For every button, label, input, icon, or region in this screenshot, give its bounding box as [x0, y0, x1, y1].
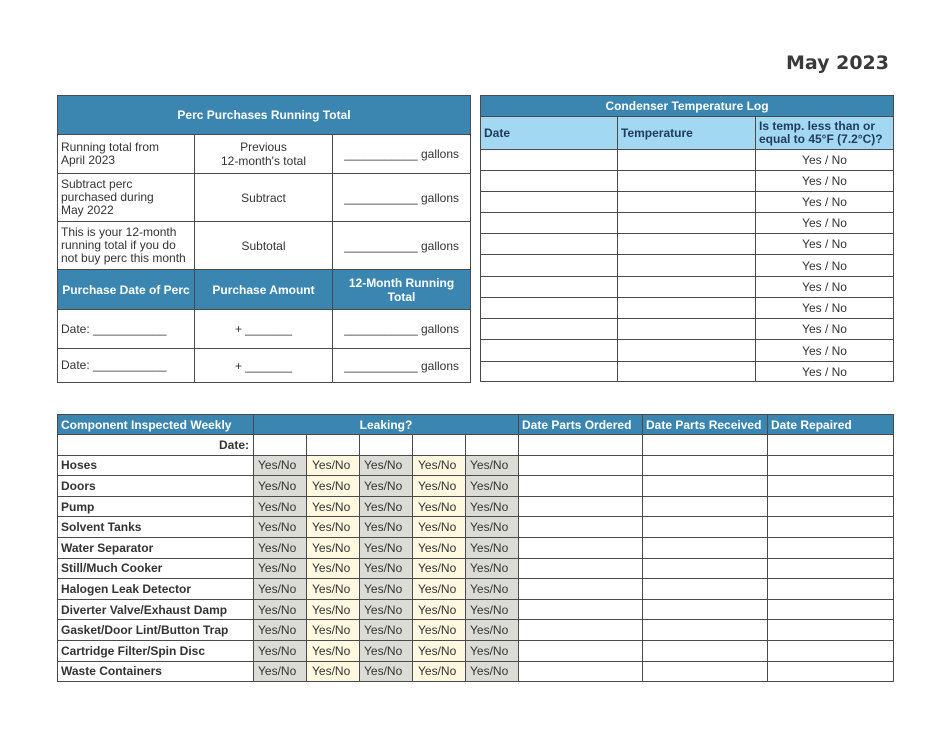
date-repaired-cell[interactable] — [768, 517, 894, 538]
col-header-purchase-amount: Purchase Amount — [195, 270, 333, 310]
col-header-parts-received: Date Parts Received — [643, 415, 768, 435]
leak-check-option[interactable]: Yes/No — [413, 558, 466, 579]
component-name: Diverter Valve/Exhaust Damp — [58, 599, 254, 620]
parts-received-cell[interactable] — [643, 599, 768, 620]
leak-check-option[interactable]: Yes/No — [254, 455, 307, 476]
log-temperature-cell[interactable] — [618, 362, 756, 382]
blank-cell — [643, 435, 768, 456]
leak-check-option[interactable]: Yes/No — [360, 517, 413, 538]
inspection-date-cell[interactable] — [307, 435, 360, 456]
leak-check-option[interactable]: Yes/No — [466, 455, 519, 476]
perc-row-desc: Subtract perc purchased during May 2022 — [58, 174, 195, 222]
date-row-label: Date: — [58, 435, 254, 456]
blank-cell — [519, 435, 643, 456]
condenser-table-title: Condenser Temperature Log — [481, 96, 894, 117]
leak-check-option[interactable]: Yes/No — [413, 599, 466, 620]
leak-check-option[interactable]: Yes/No — [466, 640, 519, 661]
yes-no-option[interactable]: Yes / No — [756, 340, 894, 362]
leak-check-option[interactable]: Yes/No — [413, 579, 466, 600]
leak-check-option[interactable]: Yes/No — [254, 599, 307, 620]
col-header-date: Date — [481, 117, 618, 150]
leak-check-option[interactable]: Yes/No — [307, 620, 360, 641]
leak-check-option[interactable]: Yes/No — [254, 579, 307, 600]
leak-check-option[interactable]: Yes/No — [413, 661, 466, 682]
log-date-cell[interactable] — [481, 319, 618, 340]
perc-purchases-table — [57, 95, 471, 383]
leak-check-option[interactable]: Yes/No — [413, 455, 466, 476]
log-date-cell[interactable] — [481, 277, 618, 298]
leak-check-option[interactable]: Yes/No — [360, 496, 413, 517]
log-date-cell[interactable] — [481, 298, 618, 319]
condenser-log-row — [481, 255, 894, 277]
yes-no-option[interactable]: Yes / No — [756, 319, 894, 340]
running-total-field[interactable]: ___________ gallons — [333, 349, 471, 383]
col-header-purchase-date: Purchase Date of Perc — [58, 270, 195, 310]
leak-check-option[interactable]: Yes/No — [254, 558, 307, 579]
leak-check-option[interactable]: Yes/No — [307, 579, 360, 600]
condenser-log-row — [481, 340, 894, 362]
parts-ordered-cell[interactable] — [519, 558, 643, 579]
leak-check-option[interactable]: Yes/No — [413, 496, 466, 517]
parts-received-cell[interactable] — [643, 620, 768, 641]
yes-no-option[interactable]: Yes / No — [756, 362, 894, 382]
component-name: Pump — [58, 496, 254, 517]
log-date-cell[interactable] — [481, 150, 618, 171]
col-header-component: Component Inspected Weekly — [58, 415, 254, 435]
condenser-temperature-log — [480, 95, 894, 382]
parts-received-cell[interactable] — [643, 579, 768, 600]
log-temperature-cell[interactable] — [618, 319, 756, 340]
component-name: Hoses — [58, 455, 254, 476]
parts-ordered-cell[interactable] — [519, 579, 643, 600]
parts-ordered-cell[interactable] — [519, 661, 643, 682]
parts-ordered-cell[interactable] — [519, 517, 643, 538]
log-date-cell[interactable] — [481, 171, 618, 192]
component-row — [58, 558, 894, 579]
leak-check-option[interactable]: Yes/No — [307, 599, 360, 620]
component-row — [58, 620, 894, 641]
yes-no-option[interactable]: Yes / No — [756, 192, 894, 213]
parts-ordered-cell[interactable] — [519, 620, 643, 641]
purchase-amount-field[interactable]: + _______ — [195, 349, 333, 383]
leak-check-option[interactable]: Yes/No — [413, 537, 466, 558]
parts-received-cell[interactable] — [643, 455, 768, 476]
component-row — [58, 517, 894, 538]
log-temperature-cell[interactable] — [618, 192, 756, 213]
date-repaired-cell[interactable] — [768, 579, 894, 600]
condenser-log-row — [481, 319, 894, 340]
log-temperature-cell[interactable] — [618, 213, 756, 234]
perc-table-title: Perc Purchases Running Total — [58, 96, 471, 135]
leak-check-option[interactable]: Yes/No — [413, 476, 466, 497]
parts-ordered-cell[interactable] — [519, 537, 643, 558]
leak-check-option[interactable]: Yes/No — [307, 476, 360, 497]
log-temperature-cell[interactable] — [618, 277, 756, 298]
component-name: Doors — [58, 476, 254, 497]
date-repaired-cell[interactable] — [768, 537, 894, 558]
condenser-log-row — [481, 298, 894, 319]
log-temperature-cell[interactable] — [618, 234, 756, 255]
leak-check-option[interactable]: Yes/No — [254, 476, 307, 497]
component-name: Gasket/Door Lint/Button Trap — [58, 620, 254, 641]
col-header-date-repaired: Date Repaired — [768, 415, 894, 435]
perc-row-desc: This is your 12-month running total if you do not buy perc this month — [58, 222, 195, 270]
perc-row-label: Subtract — [195, 174, 333, 222]
log-date-cell[interactable] — [481, 213, 618, 234]
component-row — [58, 661, 894, 682]
component-row — [58, 496, 894, 517]
parts-received-cell[interactable] — [643, 558, 768, 579]
leak-check-option[interactable]: Yes/No — [360, 661, 413, 682]
leak-check-option[interactable]: Yes/No — [466, 537, 519, 558]
condenser-log-row — [481, 171, 894, 192]
leak-check-option[interactable]: Yes/No — [254, 517, 307, 538]
leak-check-option[interactable]: Yes/No — [466, 476, 519, 497]
parts-received-cell[interactable] — [643, 496, 768, 517]
gallons-field[interactable]: ___________ gallons — [333, 135, 471, 174]
condenser-log-row — [481, 362, 894, 382]
log-date-cell[interactable] — [481, 234, 618, 255]
condenser-log-row — [481, 192, 894, 213]
date-repaired-cell[interactable] — [768, 496, 894, 517]
leak-check-option[interactable]: Yes/No — [307, 455, 360, 476]
leak-check-option[interactable]: Yes/No — [254, 620, 307, 641]
parts-received-cell[interactable] — [643, 517, 768, 538]
parts-received-cell[interactable] — [643, 661, 768, 682]
leak-check-option[interactable]: Yes/No — [360, 476, 413, 497]
component-row — [58, 537, 894, 558]
col-header-running-total: 12-Month Running Total — [333, 270, 471, 310]
parts-ordered-cell[interactable] — [519, 599, 643, 620]
date-repaired-cell[interactable] — [768, 620, 894, 641]
col-header-parts-ordered: Date Parts Ordered — [519, 415, 643, 435]
component-name: Cartridge Filter/Spin Disc — [58, 640, 254, 661]
log-temperature-cell[interactable] — [618, 150, 756, 171]
leak-check-option[interactable]: Yes/No — [254, 640, 307, 661]
inspection-date-cell[interactable] — [466, 435, 519, 456]
col-header-temperature: Temperature — [618, 117, 756, 150]
perc-row-label: Subtotal — [195, 222, 333, 270]
leak-check-option[interactable]: Yes/No — [307, 517, 360, 538]
leak-check-option[interactable]: Yes/No — [254, 661, 307, 682]
running-total-field[interactable]: ___________ gallons — [333, 310, 471, 349]
inspection-date-cell[interactable] — [360, 435, 413, 456]
date-repaired-cell[interactable] — [768, 640, 894, 661]
component-row — [58, 579, 894, 600]
date-repaired-cell[interactable] — [768, 455, 894, 476]
col-header-leaking: Leaking? — [254, 415, 519, 435]
log-temperature-cell[interactable] — [618, 298, 756, 319]
blank-cell — [768, 435, 894, 456]
inspection-date-cell[interactable] — [413, 435, 466, 456]
purchase-date-field[interactable]: Date: ___________ — [58, 349, 195, 383]
inspection-date-cell[interactable] — [254, 435, 307, 456]
leak-check-option[interactable]: Yes/No — [413, 640, 466, 661]
log-date-cell[interactable] — [481, 192, 618, 213]
leak-check-option[interactable]: Yes/No — [307, 558, 360, 579]
date-repaired-cell[interactable] — [768, 476, 894, 497]
yes-no-option[interactable]: Yes / No — [756, 171, 894, 192]
component-name: Halogen Leak Detector — [58, 579, 254, 600]
perc-row-label: Previous 12-month's total — [195, 135, 333, 174]
log-temperature-cell[interactable] — [618, 171, 756, 192]
log-temperature-cell[interactable] — [618, 340, 756, 362]
leak-check-option[interactable]: Yes/No — [307, 537, 360, 558]
yes-no-option[interactable]: Yes / No — [756, 255, 894, 277]
leak-check-option[interactable]: Yes/No — [360, 599, 413, 620]
leak-check-option[interactable]: Yes/No — [307, 640, 360, 661]
leak-check-option[interactable]: Yes/No — [360, 620, 413, 641]
parts-received-cell[interactable] — [643, 640, 768, 661]
leak-check-option[interactable]: Yes/No — [254, 537, 307, 558]
log-date-cell[interactable] — [481, 255, 618, 277]
leak-check-option[interactable]: Yes/No — [466, 517, 519, 538]
component-name: Waste Containers — [58, 661, 254, 682]
parts-ordered-cell[interactable] — [519, 476, 643, 497]
log-date-cell[interactable] — [481, 362, 618, 382]
leak-check-option[interactable]: Yes/No — [360, 455, 413, 476]
leak-check-option[interactable]: Yes/No — [360, 537, 413, 558]
component-row — [58, 599, 894, 620]
leak-check-option[interactable]: Yes/No — [466, 579, 519, 600]
component-name: Water Separator — [58, 537, 254, 558]
yes-no-option[interactable]: Yes / No — [756, 234, 894, 255]
page-title: May 2023 — [785, 52, 889, 74]
component-row — [58, 476, 894, 497]
leak-check-option[interactable]: Yes/No — [413, 620, 466, 641]
log-date-cell[interactable] — [481, 340, 618, 362]
parts-ordered-cell[interactable] — [519, 640, 643, 661]
leak-check-option[interactable]: Yes/No — [254, 496, 307, 517]
leak-check-option[interactable]: Yes/No — [307, 496, 360, 517]
condenser-log-row — [481, 150, 894, 171]
leak-check-option[interactable]: Yes/No — [413, 517, 466, 538]
leak-check-option[interactable]: Yes/No — [466, 496, 519, 517]
parts-ordered-cell[interactable] — [519, 496, 643, 517]
col-header-temp-check: Is temp. less than or equal to 45°F (7.2°C)? — [756, 117, 894, 150]
component-row — [58, 640, 894, 661]
log-temperature-cell[interactable] — [618, 255, 756, 277]
yes-no-option[interactable]: Yes / No — [756, 150, 894, 171]
component-name: Still/Much Cooker — [58, 558, 254, 579]
leak-check-option[interactable]: Yes/No — [466, 558, 519, 579]
leak-check-option[interactable]: Yes/No — [360, 640, 413, 661]
component-name: Solvent Tanks — [58, 517, 254, 538]
purchase-date-field[interactable]: Date: ___________ — [58, 310, 195, 349]
component-inspection-table — [57, 414, 894, 682]
yes-no-option[interactable]: Yes / No — [756, 298, 894, 319]
leak-check-option[interactable]: Yes/No — [466, 661, 519, 682]
leak-check-option[interactable]: Yes/No — [466, 620, 519, 641]
parts-ordered-cell[interactable] — [519, 455, 643, 476]
gallons-field[interactable]: ___________ gallons — [333, 174, 471, 222]
yes-no-option[interactable]: Yes / No — [756, 277, 894, 298]
leak-check-option[interactable]: Yes/No — [466, 599, 519, 620]
condenser-log-row — [481, 213, 894, 234]
gallons-field[interactable]: ___________ gallons — [333, 222, 471, 270]
component-row — [58, 455, 894, 476]
leak-check-option[interactable]: Yes/No — [307, 661, 360, 682]
yes-no-option[interactable]: Yes / No — [756, 213, 894, 234]
perc-row-desc: Running total from April 2023 — [58, 135, 195, 174]
date-repaired-cell[interactable] — [768, 558, 894, 579]
condenser-log-row — [481, 277, 894, 298]
leak-check-option[interactable]: Yes/No — [360, 579, 413, 600]
parts-received-cell[interactable] — [643, 537, 768, 558]
purchase-amount-field[interactable]: + _______ — [195, 310, 333, 349]
date-repaired-cell[interactable] — [768, 661, 894, 682]
date-repaired-cell[interactable] — [768, 599, 894, 620]
parts-received-cell[interactable] — [643, 476, 768, 497]
condenser-log-row — [481, 234, 894, 255]
leak-check-option[interactable]: Yes/No — [360, 558, 413, 579]
